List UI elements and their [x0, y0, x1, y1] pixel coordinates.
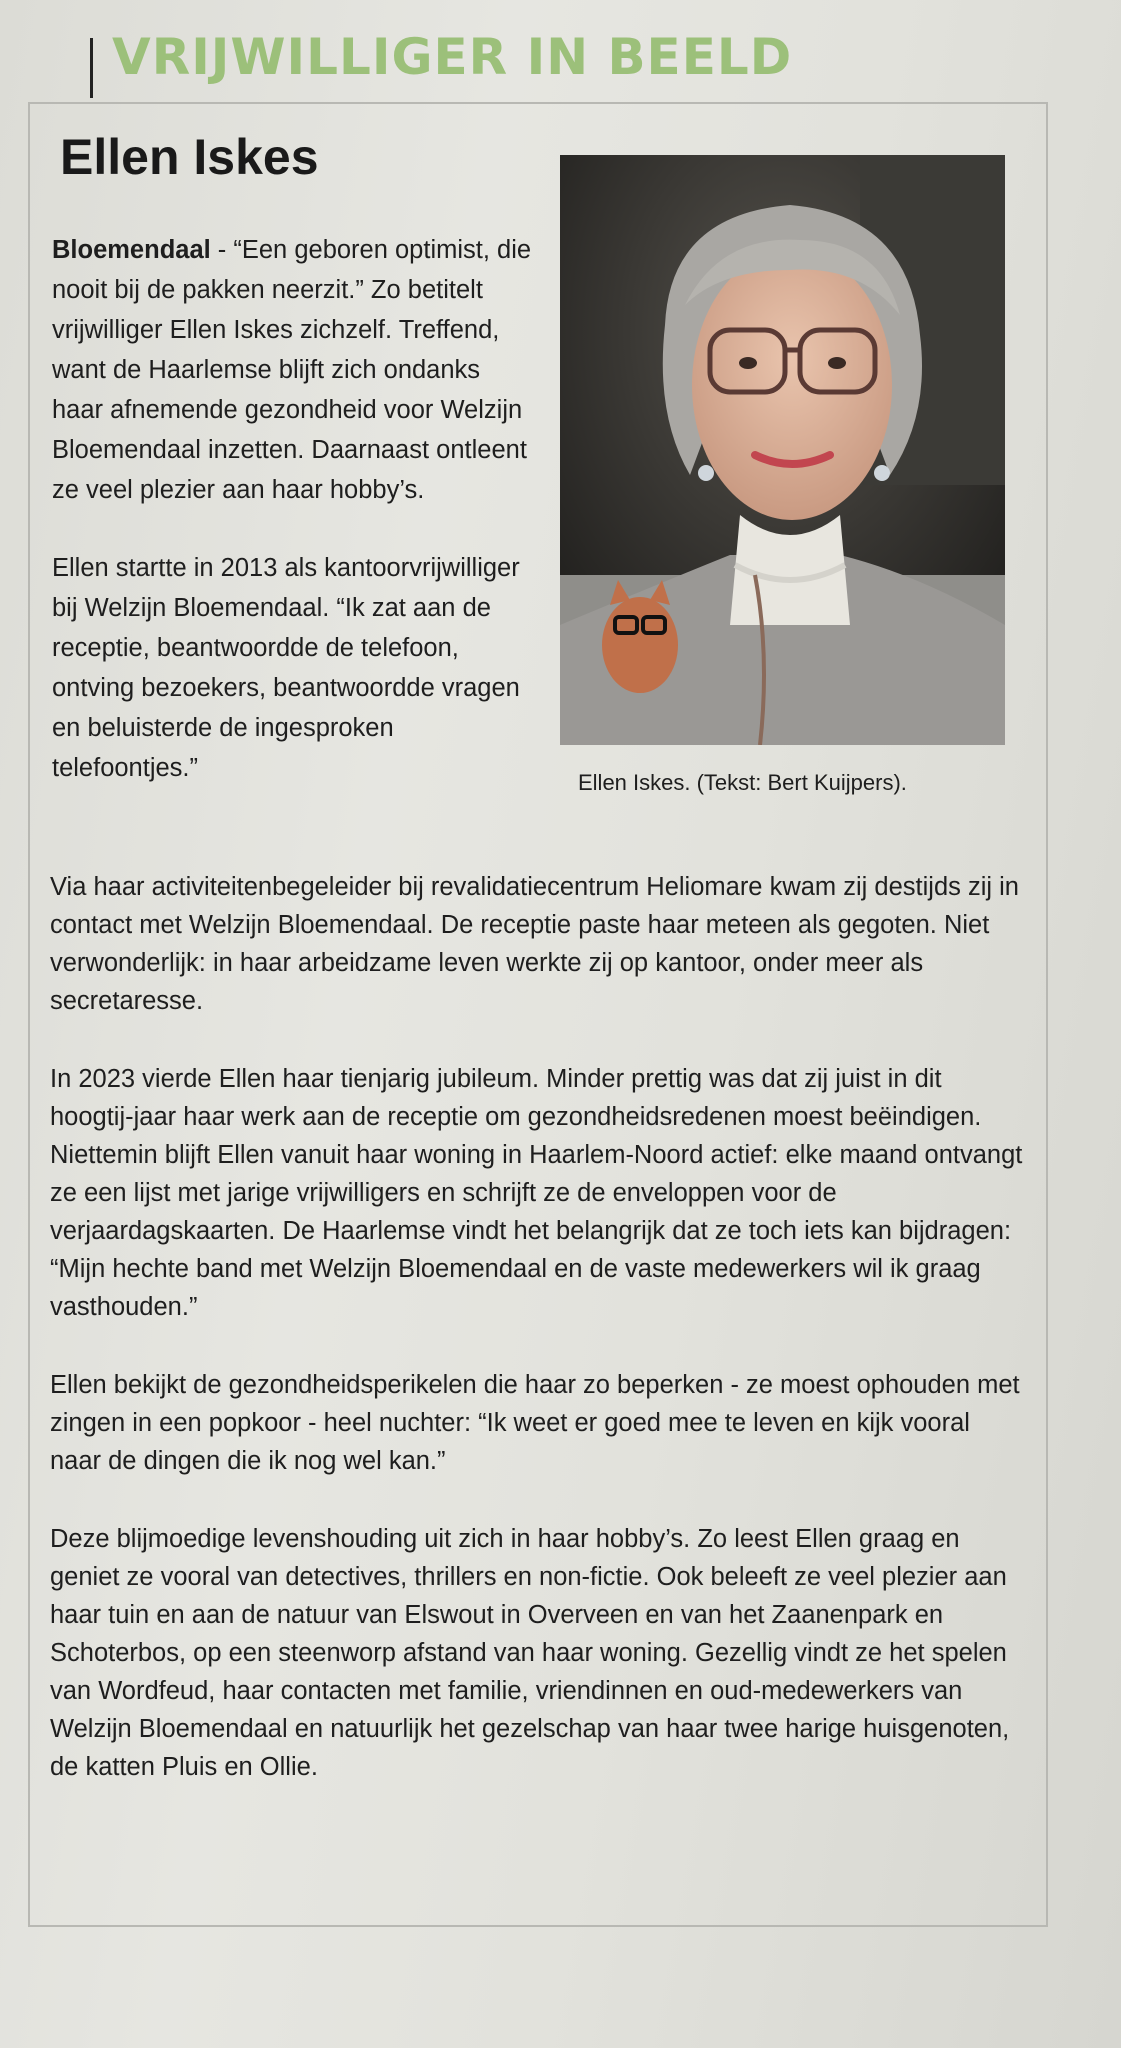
paragraph-2: Ellen startte in 2013 als kantoorvrijwilliger bij Welzijn Bloemendaal. “Ik zat aan de receptie, beantwoordde de telefoon, ontving bezoekers, beantwoordde vragen en beluisterde de ingesproken telefoontjes.”	[52, 554, 520, 782]
portrait-photo	[560, 155, 1005, 745]
article-body	[50, 868, 1025, 1826]
section-title: VRIJWILLIGER IN BEELD	[112, 28, 793, 86]
portrait-illustration	[560, 155, 1005, 745]
section-marker	[90, 38, 93, 98]
lead-text: - “Een geboren optimist, die nooit bij de pakken neerzit.” Zo betitelt vrijwilliger Ellen Iskes zichzelf. Treffend, want de Haarlemse blijft zich ondanks haar afnemende gezondheid voor Welzijn Bloemendaal inzetten. Daarnaast ontleent ze veel plezier aan haar hobby’s.	[52, 236, 532, 504]
article-headline: Ellen Iskes	[60, 129, 319, 185]
photo-caption: Ellen Iskes. (Tekst: Bert Kuijpers).	[578, 770, 907, 795]
article-intro-column	[52, 230, 532, 826]
lead-place: Bloemendaal	[52, 236, 211, 264]
paragraph-3: Via haar activiteitenbegeleider bij revalidatiecentrum Heliomare kwam zij destijds zij in contact met Welzijn Bloemendaal. De receptie paste haar meteen als gegoten. Niet verwonderlijk: in haar arbeidzame leven werkte zij op kantoor, onder meer als secretaresse.	[50, 873, 1019, 1015]
paragraph-4: In 2023 vierde Ellen haar tienjarig jubileum. Minder prettig was dat zij juist in dit hoogtij-jaar haar werk aan de receptie om gezondheidsredenen moest beëindigen. Niettemin blijft Ellen vanuit haar woning in Haarlem-Noord actief: elke maand ontvangt ze een lijst met jarige vrijwilligers en schrijft ze de enveloppen voor de verjaardagskaarten. De Haarlemse vindt het belangrijk dat ze toch iets kan bijdragen: “Mijn hechte band met Welzijn Bloemendaal en de vaste medewerkers wil ik graag vasthouden.”	[50, 1065, 1023, 1321]
paragraph-6: Deze blijmoedige levenshouding uit zich in haar hobby’s. Zo leest Ellen graag en geniet ze vooral van detectives, thrillers en non-fictie. Ook beleeft ze veel plezier aan haar tuin en aan de natuur van Elswout in Overveen en van het Zaanenpark en Schoterbos, op een steenworp afstand van haar woning. Gezellig vindt ze het spelen van Wordfeud, haar contacten met familie, vriendinnen en oud-medewerkers van Welzijn Bloemendaal en natuurlijk het gezelschap van haar twee harige huisgenoten, de katten Pluis en Ollie.	[50, 1525, 1010, 1781]
paragraph-5: Ellen bekijkt de gezondheidsperikelen die haar zo beperken - ze moest ophouden met zingen in een popkoor - heel nuchter: “Ik weet er goed mee te leven en kijk vooral naar de dingen die ik nog wel kan.”	[50, 1371, 1020, 1475]
lead-paragraph	[52, 230, 532, 510]
